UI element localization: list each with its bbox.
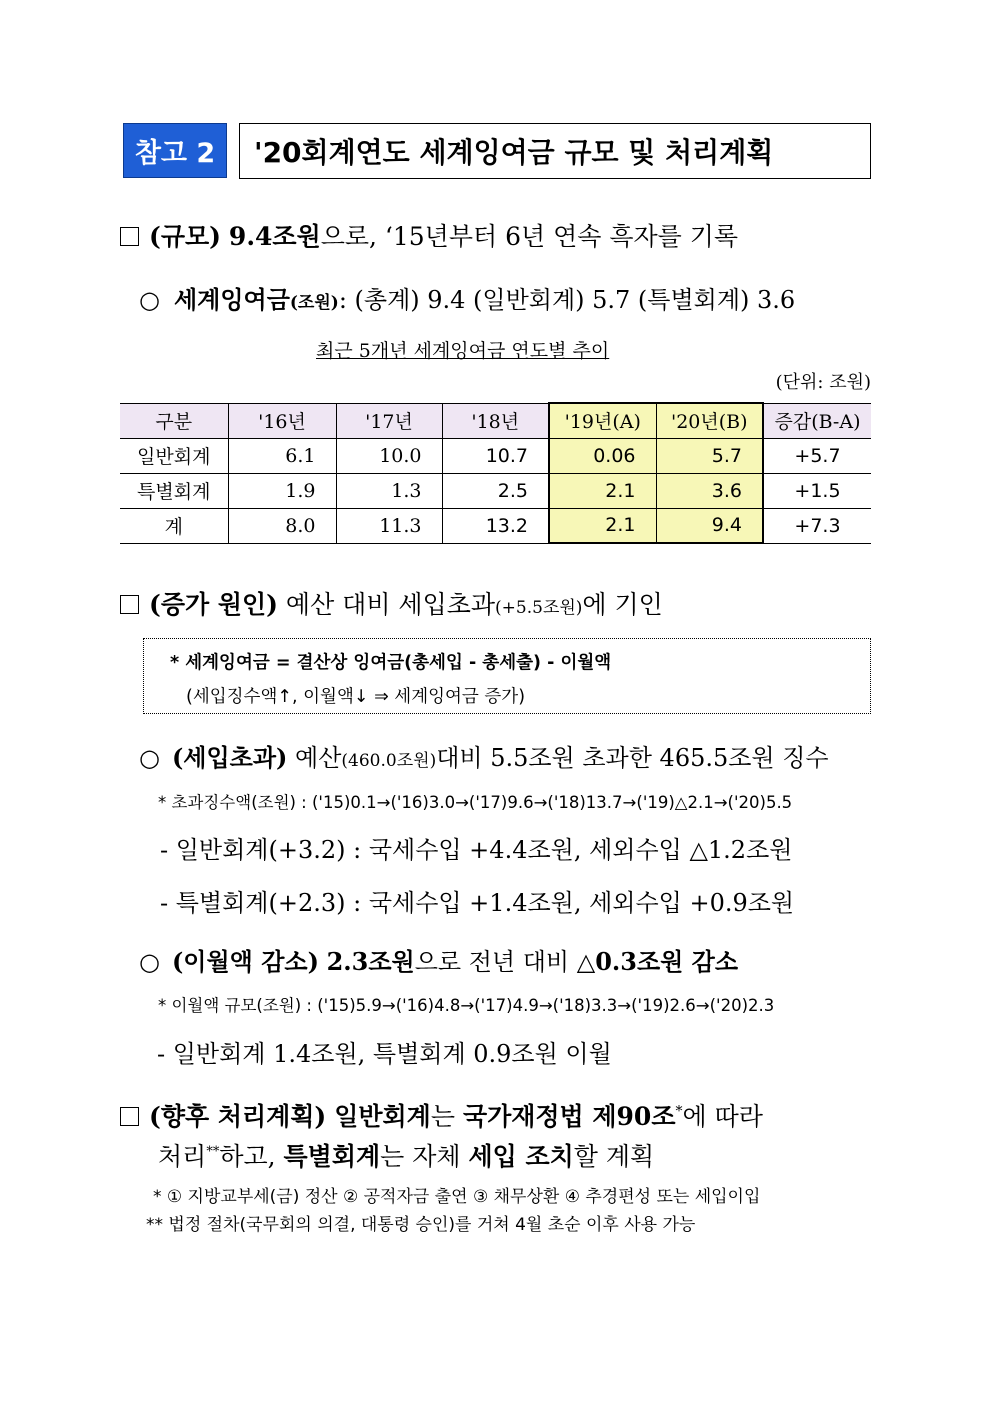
definition-note: (세입징수액↑, 이월액↓ ⇒ 세계잉여금 증가) — [186, 687, 526, 707]
page-title — [239, 123, 871, 179]
carryover-detail-line: - 일반회계 1.4조원, 특별회계 0.9조원 이월 — [157, 1040, 612, 1068]
table-cell: 0.06 — [549, 438, 656, 473]
table-caption: 최근 5개년 세계잉여금 연도별 추이 — [316, 340, 610, 362]
reference-badge: 참고 2 — [123, 123, 227, 178]
table-cell: 13.2 — [442, 508, 549, 543]
plan-note-2: ** 법정 절차(국무회의 의결, 대통령 승인)를 거쳐 4월 초순 이후 사용 가능 — [146, 1215, 696, 1235]
table-cell: 2.1 — [549, 508, 656, 543]
table-cell: 2.5 — [442, 473, 549, 508]
table-cell: 6.1 — [228, 438, 336, 473]
checkbox-square-icon — [120, 1107, 139, 1126]
table-header-cell: '19년(A) — [549, 403, 656, 438]
section-cause: (증가 원인) 예산 대비 세입초과(+5.5조원)에 기인 — [120, 585, 663, 621]
table-header-row — [120, 403, 871, 438]
table-cell: 2.1 — [549, 473, 656, 508]
table-cell: 10.7 — [442, 438, 549, 473]
surplus-trend-table — [120, 402, 871, 544]
table-cell: 10.0 — [336, 438, 442, 473]
table-cell: 1.3 — [336, 473, 442, 508]
table-cell: 특별회계 — [120, 473, 228, 508]
table-cell: 일반회계 — [120, 438, 228, 473]
section-plan-line2: 처리**하고, 특별회계는 자체 세입 조치할 계획 — [158, 1142, 655, 1171]
table-header-cell: '17년 — [336, 403, 442, 438]
bullet-income-excess: ○ (세입초과) 예산(460.0조원)대비 5.5조원 초과한 465.5조원 징수 — [139, 743, 829, 772]
circle-bullet-icon: ○ — [139, 286, 160, 314]
table-cell: 9.4 — [656, 508, 763, 543]
table-row — [120, 438, 871, 473]
table-cell: 계 — [120, 508, 228, 543]
definition-box — [143, 638, 871, 714]
table-cell: 1.9 — [228, 473, 336, 508]
section-scale: (규모) 9.4조원으로, ‘15년부터 6년 연속 흑자를 기록 — [120, 217, 738, 253]
table-header-cell: '20년(B) — [656, 403, 763, 438]
checkbox-square-icon — [120, 227, 139, 246]
circle-bullet-icon: ○ — [139, 948, 160, 976]
table-cell: 11.3 — [336, 508, 442, 543]
carryover-note: * 이월액 규모(조원) : ('15)5.9→('16)4.8→('17)4.9→('18)3.3→('19)2.6→('20)2.3 — [158, 996, 775, 1015]
excess-collection-note: * 초과징수액(조원) : ('15)0.1→('16)3.0→('17)9.6→('18)13.7→('19)△2.1→('20)5.5 — [158, 793, 793, 812]
table-cell: 8.0 — [228, 508, 336, 543]
section-plan: (향후 처리계획) 일반회계는 국가재정법 제90조*에 따라 — [120, 1097, 763, 1133]
table-cell: 3.6 — [656, 473, 763, 508]
table-cell: +5.7 — [763, 438, 871, 473]
table-cell: 5.7 — [656, 438, 763, 473]
table-header-cell: 구분 — [120, 403, 228, 438]
table-row — [120, 473, 871, 508]
plan-note-1: * ① 지방교부세(금) 정산 ② 공적자금 출연 ③ 채무상환 ④ 추경편성 또는 세입이입 — [153, 1187, 761, 1207]
table-row — [120, 508, 871, 543]
table-cell: +1.5 — [763, 473, 871, 508]
table-header-cell: '16년 — [228, 403, 336, 438]
table-unit: (단위: 조원) — [775, 372, 871, 393]
table-header-cell: 증감(B-A) — [763, 403, 871, 438]
bullet-surplus: ○ 세계잉여금(조원): (총계) 9.4 (일반회계) 5.7 (특별회계) 3.6 — [139, 285, 796, 314]
general-account-line: - 일반회계(+3.2) : 국세수입 +4.4조원, 세외수입 △1.2조원 — [160, 836, 793, 864]
checkbox-square-icon — [120, 595, 139, 614]
circle-bullet-icon: ○ — [139, 744, 160, 772]
bullet-carryover: ○ (이월액 감소) 2.3조원으로 전년 대비 △0.3조원 감소 — [139, 947, 739, 976]
definition-line: * 세계잉여금 = 결산상 잉여금(총세입 - 총세출) - 이월액 — [170, 653, 612, 673]
table-header-cell: '18년 — [442, 403, 549, 438]
page-title-text: '20회계연도 세계잉여금 규모 및 처리계획 — [254, 136, 774, 169]
special-account-line: - 특별회계(+2.3) : 국세수입 +1.4조원, 세외수입 +0.9조원 — [160, 889, 795, 917]
table-cell: +7.3 — [763, 508, 871, 543]
